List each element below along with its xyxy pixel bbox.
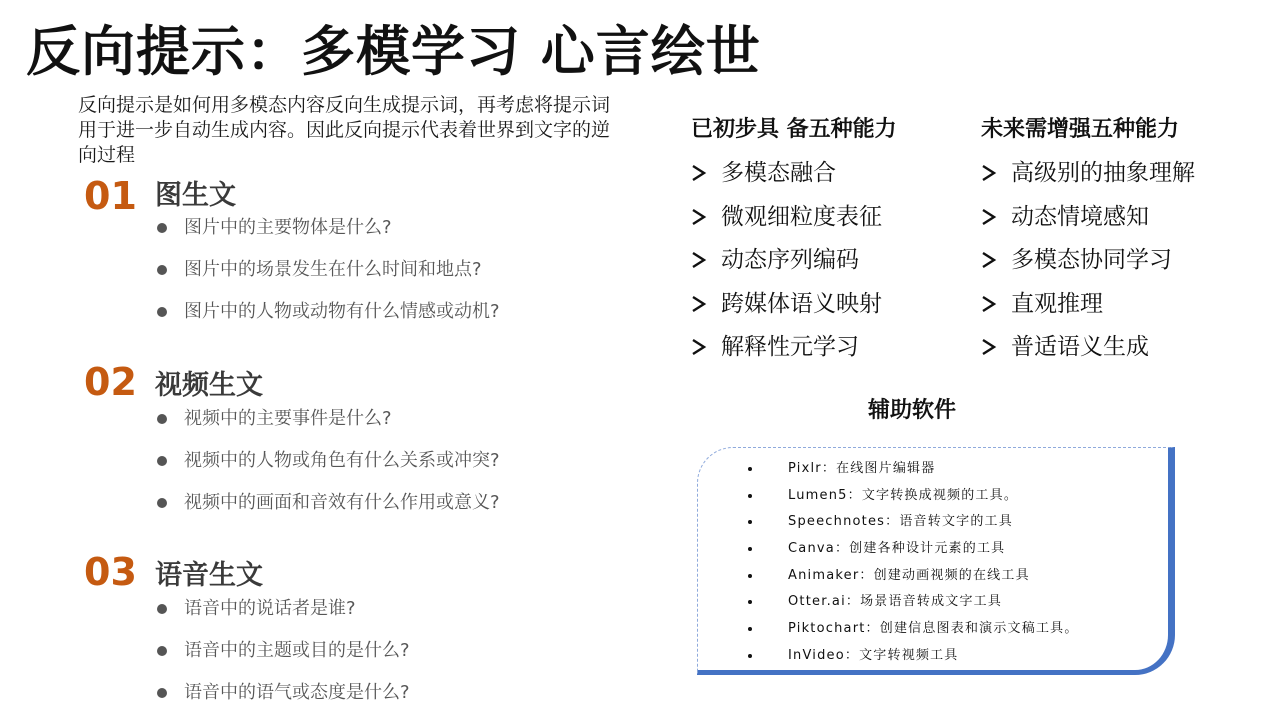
bullet-icon <box>748 574 752 578</box>
question-text: 语音中的语气或态度是什么? <box>184 682 410 703</box>
section-number-01: 01 <box>84 174 137 218</box>
capability-text: 直观推理 <box>1011 290 1103 317</box>
question-text: 语音中的说话者是谁? <box>184 598 356 619</box>
arrow-right-icon <box>691 164 707 182</box>
question-text: 视频中的主要事件是什么? <box>184 408 392 429</box>
bullet-icon <box>157 498 167 508</box>
list-item <box>155 300 500 342</box>
section-number-03: 03 <box>84 550 137 594</box>
list-item <box>744 510 1079 537</box>
arrow-right-icon <box>691 251 707 269</box>
capability-text: 跨媒体语义映射 <box>721 290 882 317</box>
bullet-icon <box>157 265 167 275</box>
bullet-icon <box>748 654 752 658</box>
list-item <box>981 245 1195 289</box>
question-text: 视频中的人物或角色有什么关系或冲突? <box>184 450 500 471</box>
list-item <box>691 158 882 202</box>
list-item <box>155 597 410 639</box>
list-item <box>155 407 500 449</box>
bullet-icon <box>748 520 752 524</box>
current-capabilities-heading: 已初步具 备五种能力 <box>691 117 897 142</box>
capability-text: 多模态融合 <box>721 160 836 186</box>
list-item <box>155 449 500 491</box>
bullet-icon <box>157 456 167 466</box>
bullet-icon <box>748 547 752 551</box>
section-title-image-to-text: 图生文 <box>155 180 236 211</box>
tools-heading: 辅助软件 <box>868 398 957 423</box>
list-item <box>691 202 882 246</box>
capability-text: 多模态协同学习 <box>1011 247 1172 273</box>
bullet-icon <box>748 494 752 498</box>
tool-text: Otter.ai：场景语音转成文字工具 <box>788 594 1003 610</box>
tool-text: Speechnotes：语音转文字的工具 <box>788 514 1013 530</box>
list-item <box>155 216 500 258</box>
intro-paragraph: 反向提示是如何用多模态内容反向生成提示词，再考虑将提示词用于进一步自动生成内容。因此反向提示代表着世界到文字的逆向过程 <box>78 94 611 166</box>
capability-text: 解释性元学习 <box>721 334 859 360</box>
question-list-video <box>155 407 500 533</box>
question-text: 图片中的场景发生在什么时间和地点? <box>184 259 482 280</box>
list-item <box>981 289 1195 333</box>
list-item <box>155 258 500 300</box>
arrow-right-icon <box>691 338 707 356</box>
bullet-icon <box>748 627 752 631</box>
bullet-icon <box>748 467 752 471</box>
bullet-icon <box>157 307 167 317</box>
tool-text: Lumen5：文字转换成视频的工具。 <box>788 487 1019 503</box>
arrow-right-icon <box>981 295 997 313</box>
arrow-right-icon <box>981 164 997 182</box>
bullet-icon <box>748 600 752 604</box>
arrow-right-icon <box>981 251 997 269</box>
bullet-icon <box>157 414 167 424</box>
section-title-video-to-text: 视频生文 <box>155 370 263 401</box>
bullet-icon <box>157 646 167 656</box>
list-item <box>691 332 882 376</box>
list-item <box>744 457 1079 484</box>
capability-text: 高级别的抽象理解 <box>1011 160 1195 186</box>
tools-list <box>744 457 1079 671</box>
future-capabilities-heading: 未来需增强五种能力 <box>981 117 1180 142</box>
capability-text: 普适语义生成 <box>1011 334 1149 360</box>
page-title: 反向提示：多模学习 心言绘世 <box>26 20 761 83</box>
list-item <box>744 484 1079 511</box>
tool-text: Canva：创建各种设计元素的工具 <box>788 541 1006 557</box>
list-item <box>155 639 410 681</box>
list-item <box>691 289 882 333</box>
bullet-icon <box>157 604 167 614</box>
list-item <box>981 202 1195 246</box>
capability-text: 微观细粒度表征 <box>721 203 882 230</box>
list-item <box>981 158 1195 202</box>
question-text: 图片中的人物或动物有什么情感或动机? <box>184 301 500 322</box>
question-text: 视频中的画面和音效有什么作用或意义? <box>184 492 500 513</box>
list-item <box>744 537 1079 564</box>
bullet-icon <box>157 223 167 233</box>
arrow-right-icon <box>981 208 997 226</box>
list-item <box>744 644 1079 671</box>
tools-box <box>697 447 1175 675</box>
tool-text: Piktochart：创建信息图表和演示文稿工具。 <box>788 621 1079 637</box>
bullet-icon <box>157 688 167 698</box>
list-item <box>744 617 1079 644</box>
list-item <box>155 491 500 533</box>
future-capabilities-list <box>981 158 1195 376</box>
question-list-image <box>155 216 500 342</box>
question-text: 图片中的主要物体是什么? <box>184 217 392 238</box>
capability-text: 动态序列编码 <box>721 247 859 273</box>
section-title-audio-to-text: 语音生文 <box>155 560 263 591</box>
question-list-audio <box>155 597 410 720</box>
arrow-right-icon <box>981 338 997 356</box>
list-item <box>691 245 882 289</box>
tool-text: Animaker：创建动画视频的在线工具 <box>788 567 1030 583</box>
tool-text: Pixlr：在线图片编辑器 <box>788 461 936 476</box>
list-item <box>155 681 410 720</box>
question-text: 语音中的主题或目的是什么? <box>184 640 410 661</box>
current-capabilities-list <box>691 158 882 376</box>
arrow-right-icon <box>691 208 707 226</box>
list-item <box>744 590 1079 617</box>
capability-text: 动态情境感知 <box>1011 203 1149 230</box>
tool-text: InVideo：文字转视频工具 <box>788 647 959 663</box>
arrow-right-icon <box>691 295 707 313</box>
list-item <box>744 564 1079 591</box>
list-item <box>981 332 1195 376</box>
section-number-02: 02 <box>84 360 137 404</box>
